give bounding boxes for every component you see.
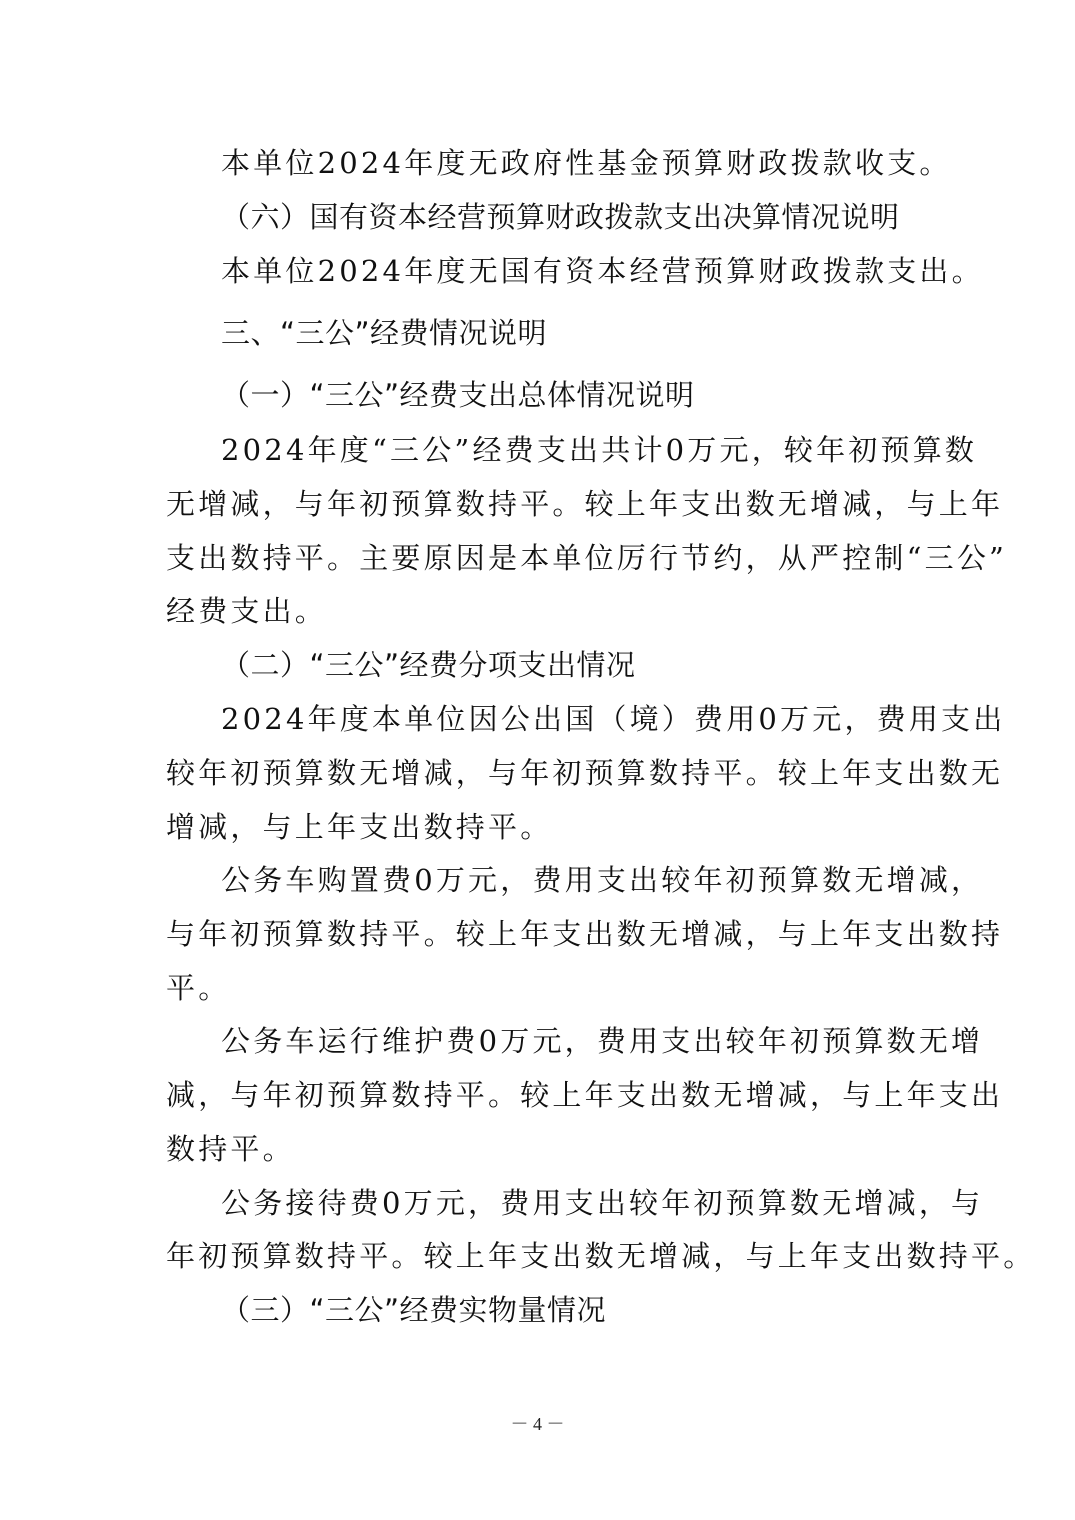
page-number: － 4 － (510, 1414, 565, 1434)
paragraph-line: 平。 (166, 971, 231, 1005)
section-heading-3-3: （三）“三公”经费实物量情况 (221, 1293, 607, 1327)
section-heading-6: （六）国有资本经营预算财政拨款支出决算情况说明 (221, 200, 900, 234)
paragraph-line: 公务车购置费0万元，费用支出较年初预算数无增减， (221, 863, 984, 897)
paragraph-line: 增减，与上年支出数持平。 (166, 810, 553, 844)
paragraph-line: 年初预算数持平。较上年支出数无增减，与上年支出数持平。 (166, 1239, 1036, 1273)
paragraph-line: 与年初预算数持平。较上年支出数无增减，与上年支出数持 (166, 917, 1004, 951)
paragraph-line: 本单位2024年度无国有资本经营预算财政拨款支出。 (221, 254, 984, 288)
paragraph-line: 数持平。 (166, 1132, 295, 1166)
paragraph-line: 公务接待费0万元，费用支出较年初预算数无增减，与 (221, 1186, 984, 1220)
paragraph-line: 较年初预算数无增减，与年初预算数持平。较上年支出数无 (166, 756, 1004, 790)
paragraph-line: 本单位2024年度无政府性基金预算财政拨款收支。 (221, 146, 952, 180)
paragraph-line: 2024年度“三公”经费支出共计0万元，较年初预算数 (221, 433, 978, 467)
paragraph-line: 支出数持平。主要原因是本单位厉行节约，从严控制“三公” (166, 541, 1008, 575)
paragraph-line: 减，与年初预算数持平。较上年支出数无增减，与上年支出 (166, 1078, 1004, 1112)
paragraph-line: 公务车运行维护费0万元，费用支出较年初预算数无增 (221, 1024, 984, 1058)
chapter-heading-3: 三、“三公”经费情况说明 (221, 316, 548, 350)
paragraph-line: 无增减，与年初预算数持平。较上年支出数无增减，与上年 (166, 487, 1004, 521)
paragraph-line: 2024年度本单位因公出国（境）费用0万元，费用支出 (221, 702, 1006, 736)
paragraph-line: 经费支出。 (166, 594, 328, 628)
section-heading-3-2: （二）“三公”经费分项支出情况 (221, 648, 636, 682)
section-heading-3-1: （一）“三公”经费支出总体情况说明 (221, 378, 695, 412)
